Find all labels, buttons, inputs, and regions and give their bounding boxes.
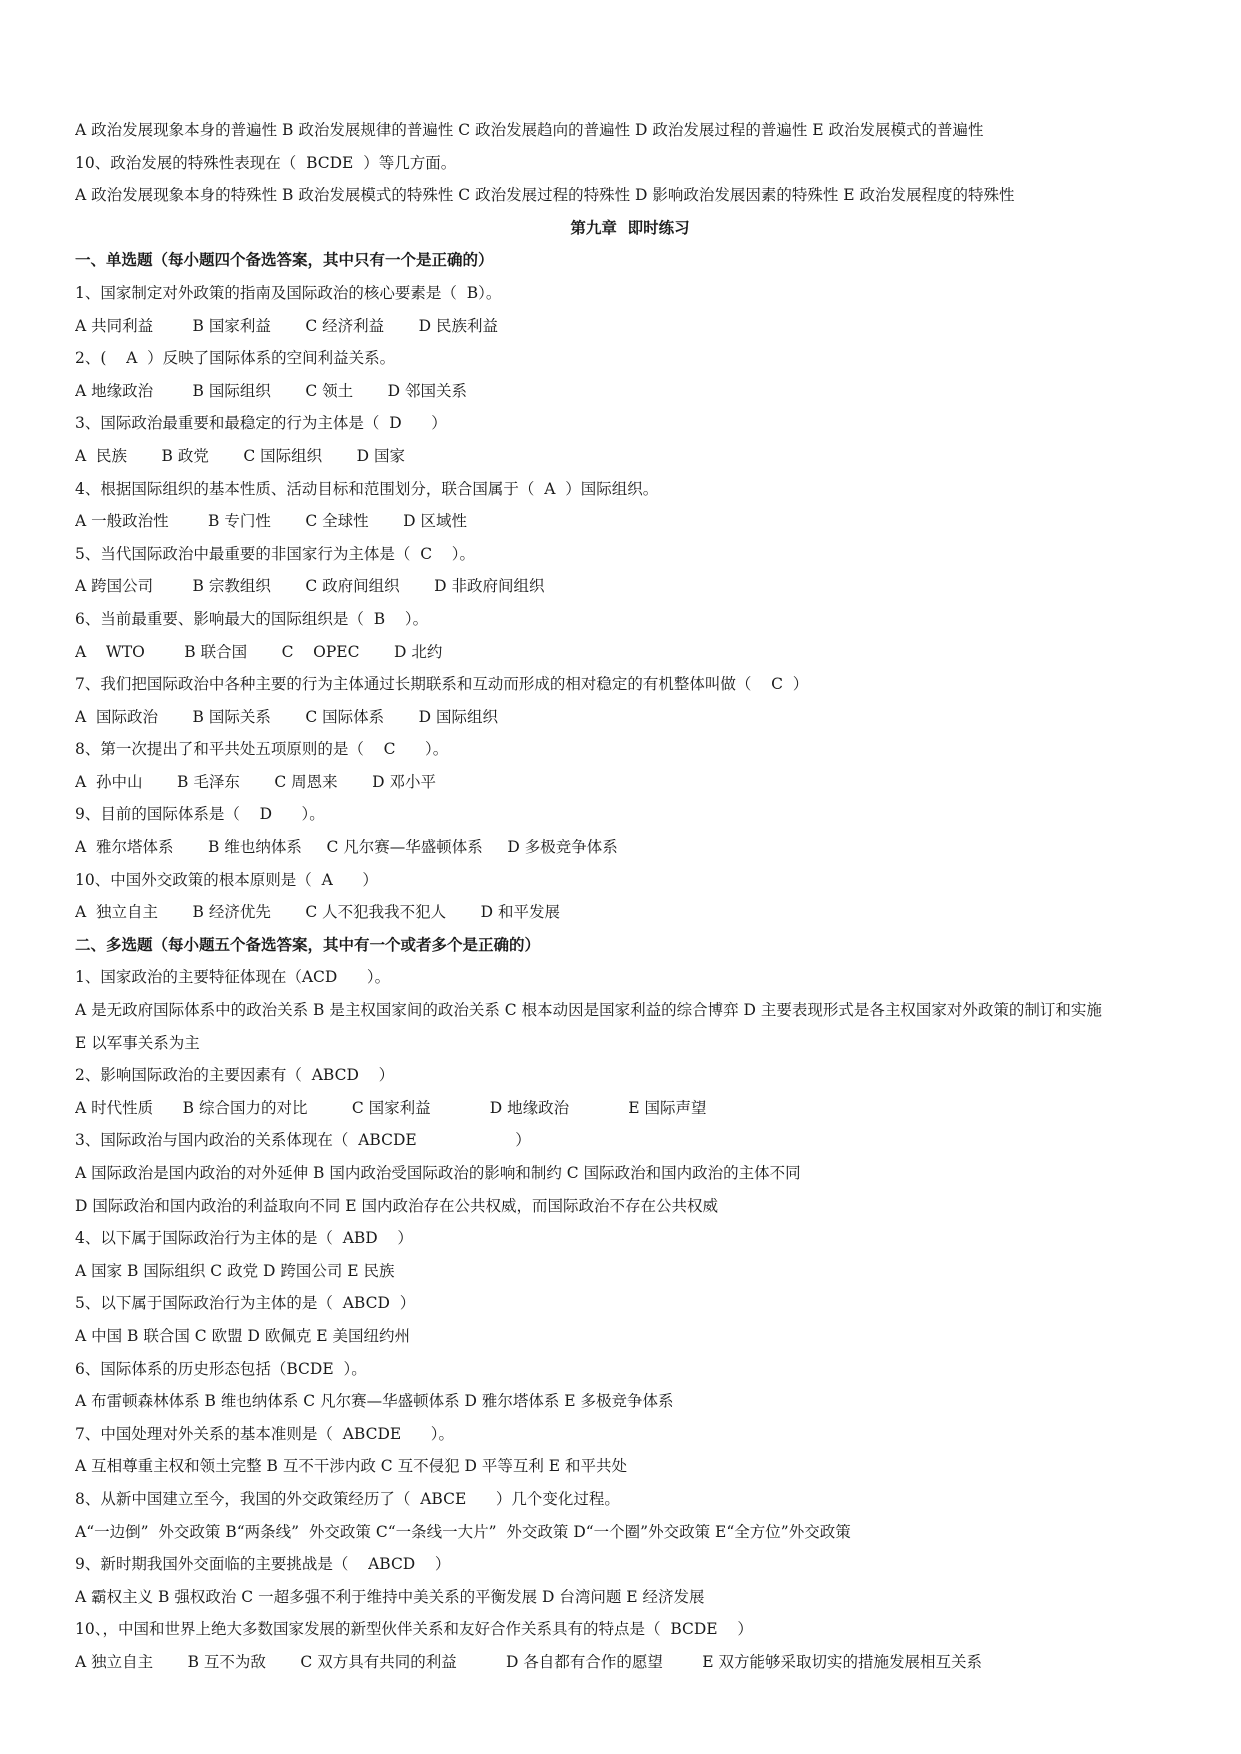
text-line: 5、当代国际政治中最重要的非国家行为主体是（ C ）。	[75, 544, 476, 563]
text-line: 2、影响国际政治的主要因素有（ ABCD ）	[75, 1066, 395, 1085]
text-line: A 跨国公司 B 宗教组织 C 政府间组织 D 非政府间组织	[75, 577, 545, 596]
text-line: 6、当前最重要、影响最大的国际组织是（ B ）。	[75, 609, 429, 628]
text-line: 3、国际政治与国内政治的关系体现在（ ABCDE ）	[75, 1131, 531, 1150]
text-line: A 中国 B 联合国 C 欧盟 D 欧佩克 E 美国纽约州	[75, 1326, 411, 1345]
text-line: 7、中国处理对外关系的基本准则是（ ABCDE ）。	[75, 1424, 455, 1443]
document-body	[75, 114, 1185, 1679]
text-line: A 独立自主 B 经济优先 C 人不犯我我不犯人 D 和平发展	[75, 903, 560, 922]
text-line: A 共同利益 B 国家利益 C 经济利益 D 民族利益	[75, 316, 498, 335]
text-line: A 地缘政治 B 国际组织 C 领土 D 邻国关系	[75, 381, 467, 400]
section-heading: 一、单选题（每小题四个备选答案，其中只有一个是正确的）	[75, 250, 494, 270]
text-line: 1、国家制定对外政策的指南及国际政治的核心要素是（ B）。	[75, 283, 502, 302]
chapter-heading: 第九章 即时练习	[570, 217, 690, 237]
text-line: 10、中国外交政策的根本原则是（ A ）	[75, 870, 378, 889]
text-line: A 独立自主 B 互不为敌 C 双方具有共同的利益 D 各自都有合作的愿望 E 双方能够采取切实的措施发展相互关系	[75, 1652, 982, 1671]
text-line: A 政治发展现象本身的普遍性 B 政治发展规律的普遍性 C 政治发展趋向的普遍性 D 政治发展过程的普遍性 E 政治发展模式的普遍性	[75, 121, 984, 139]
text-line: 8、从新中国建立至今，我国的外交政策经历了（ ABCE ）几个变化过程。	[75, 1489, 620, 1508]
text-line: 9、新时期我国外交面临的主要挑战是（ ABCD ）	[75, 1555, 451, 1574]
text-line: A 国际政治是国内政治的对外延伸 B 国内政治受国际政治的影响和制约 C 国际政治和国内政治的主体不同	[75, 1164, 801, 1182]
text-line: A 国家 B 国际组织 C 政党 D 跨国公司 E 民族	[75, 1261, 395, 1280]
text-line: A 雅尔塔体系 B 维也纳体系 C 凡尔赛—华盛顿体系 D 多极竞争体系	[75, 838, 618, 857]
text-line: A 民族 B 政党 C 国际组织 D 国家	[75, 446, 405, 465]
text-line: A“一边倒” 外交政策 B“两条线” 外交政策 C“一条线一大片” 外交政策 D“一个圈”外交政策 E“全方位”外交政策	[75, 1522, 851, 1541]
text-line: A 时代性质 B 综合国力的对比 C 国家利益 D 地缘政治 E 国际声望	[75, 1098, 707, 1117]
text-line: A 互相尊重主权和领土完整 B 互不干涉内政 C 互不侵犯 D 平等互利 E 和平共处	[75, 1457, 628, 1476]
text-line: 2、( A ）反映了国际体系的空间利益关系。	[75, 349, 396, 368]
text-line: 5、以下属于国际政治行为主体的是（ ABCD ）	[75, 1294, 416, 1313]
text-line: A 布雷顿森林体系 B 维也纳体系 C 凡尔赛—华盛顿体系 D 雅尔塔体系 E 多极竞争体系	[75, 1392, 674, 1411]
text-line: 3、国际政治最重要和最稳定的行为主体是（ D ）	[75, 414, 447, 433]
text-line: A 一般政治性 B 专门性 C 全球性 D 区域性	[75, 512, 467, 531]
text-line: E 以军事关系为主	[75, 1033, 200, 1052]
text-line: 8、第一次提出了和平共处五项原则的是（ C ）。	[75, 740, 449, 759]
text-line: 1、国家政治的主要特征体现在（ACD ）。	[75, 968, 391, 987]
text-line: D 国际政治和国内政治的利益取向不同 E 国内政治存在公共权威，而国际政治不存在公共权威	[75, 1196, 719, 1215]
text-line: A 政治发展现象本身的特殊性 B 政治发展模式的特殊性 C 政治发展过程的特殊性 D 影响政治发展因素的特殊性 E 政治发展程度的特殊性	[75, 186, 1015, 205]
text-line: A 是无政府国际体系中的政治关系 B 是主权国家间的政治关系 C 根本动因是国家利益的综合博弈 D 主要表现形式是各主权国家对外政策的制订和实施	[75, 1001, 1102, 1020]
text-line: 6、国际体系的历史形态包括（BCDE ）。	[75, 1359, 367, 1378]
text-line: A 孙中山 B 毛泽东 C 周恩来 D 邓小平	[75, 772, 436, 791]
text-line: A 国际政治 B 国际关系 C 国际体系 D 国际组织	[75, 707, 498, 726]
text-line: 4、以下属于国际政治行为主体的是（ ABD ）	[75, 1229, 413, 1248]
text-line: 10、政治发展的特殊性表现在（ BCDE ）等几方面。	[75, 153, 457, 172]
section-heading: 二、多选题（每小题五个备选答案，其中有一个或者多个是正确的）	[75, 934, 541, 954]
text-line: 10、，中国和世界上绝大多数国家发展的新型伙伴关系和友好合作关系具有的特点是（ BCDE ）	[75, 1620, 753, 1639]
text-line: A WTO B 联合国 C OPEC D 北约	[75, 642, 443, 661]
text-line: A 霸权主义 B 强权政治 C 一超多强不利于维持中美关系的平衡发展 D 台湾问题 E 经济发展	[75, 1587, 705, 1606]
text-line: 9、目前的国际体系是（ D ）。	[75, 805, 325, 824]
text-line: 7、我们把国际政治中各种主要的行为主体通过长期联系和互动而形成的相对稳定的有机整体叫做（ C ）	[75, 675, 809, 694]
text-line: 4、根据国际组织的基本性质、活动目标和范围划分，联合国属于（ A ）国际组织。	[75, 479, 659, 498]
